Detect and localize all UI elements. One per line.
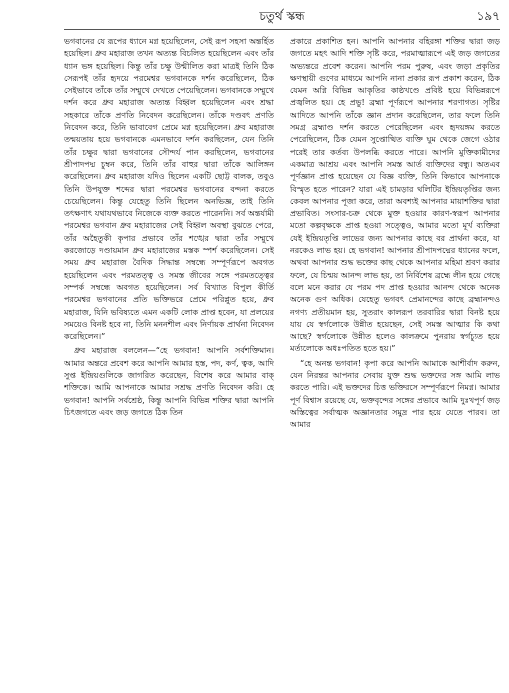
left-column	[64, 36, 274, 688]
right-column	[290, 36, 500, 688]
header-rule	[64, 29, 500, 30]
right-paragraph-1: প্রকারে প্রকাশিত হন। আপনি আপনার বহিরঙ্গা শক্তির দ্বারা জড় জগতে মহৎ আদি শক্তি সৃষ্টি করে, পরমাত্মারূপে এই জড় জগতের অভ্যন্তরে প্রবেশ করেন। আপনি পরম পুরুষ, এবং জড়া প্রকৃতির ক্ষণস্থায়ী গুণের মাধ্যমে আপনি নানা প্রকার রূপ প্রকাশ করেন, ঠিক যেমন অগ্নি বিভিন্ন আকৃতির কাষ্ঠখণ্ডে প্রবিষ্ট হয়ে বিভিন্নরূপে প্রজ্বলিত হয়। হে প্রভু! ব্রহ্মা পূর্ণরূপে আপনার শরণাগত। সৃষ্টির আদিতে আপনি তাঁকে জ্ঞান প্রদান করেছিলেন, তার ফলে তিনি সমগ্র ব্রহ্মাণ্ড দর্শন করতে পেরেছিলেন এবং হৃদয়ঙ্গম করতে পেরেছিলেন, ঠিক যেমন সুপ্তোত্থিত ব্যক্তি ঘুম থেকে জেগে ওঠার পরেই তার কর্তব্য উপলব্ধি করতে পারে। আপনি মুক্তিকামীদের একমাত্র আশ্রয় এবং আপনি সমস্ত আর্ত ব্যক্তিদের বন্ধু। অতএব পূর্ণজ্ঞান প্রাপ্ত হয়েছেন যে বিজ্ঞ ব্যক্তি, তিনি কিভাবে আপনাকে বিস্মৃত হতে পারেন? যারা এই চামড়ার থলিটির ইন্দ্রিয়তৃপ্তির জন্য কেবল আপনার পূজা করে, তারা অবশ্যই আপনার মায়াশক্তির দ্বারা প্রভাবিত। সংসার-চক্র থেকে মুক্ত হওয়ার কারণ-স্বরূপ আপনার মতো কল্পবৃক্ষকে প্রাপ্ত হওয়া সত্ত্বেও, আমার মতো মূর্খ ব্যক্তিরা যেই ইন্দ্রিয়তৃপ্তি লাভের জন্য আপনার কাছে বর প্রার্থনা করে, যা নরকেও লাভ হয়। হে ভগবান! আপনার শ্রীপাদপদ্মের ধ্যানের ফলে, অথবা আপনার শুদ্ধ ভক্তের কাছ থেকে আপনার মহিমা শ্রবণ করার ফলে, যে চিন্ময় আনন্দ লাভ হয়, তা নির্বিশেষ ব্রহ্মে লীন হয়ে গেছে বলে মনে করার যে পরম পদ প্রাপ্ত হওয়ার আনন্দ থেকে অনেক অনেক গুণ অধিক। যেহেতু ভগবৎ প্রেমানন্দের কাছে ব্রহ্মানন্দও নগণ্য প্রতীয়মান হয়, সুতরাং কালরূপ তরবারির দ্বারা বিনষ্ট হয়ে যায় যে স্বর্গলোকে উন্নীত হয়েছেন, সেই সমস্ত আত্মার কি কথা আছে? স্বর্গলোকে উন্নীত হলেও কালক্রমে পুনরায় স্বর্গচ্যুত হয়ে মর্ত্যলোকে অধঃপতিত হতে হয়।”	[290, 37, 500, 354]
right-paragraph-2: “হে অনন্ত ভগবান! কৃপা করে আপনি আমাকে আশীর্বাদ করুন, যেন নিরন্তর আপনার সেবায় যুক্ত শুদ্ধ ভক্তদের সঙ্গ আমি লাভ করতে পারি। এই ভক্তদের চিত্ত ভক্তিরসে সম্পূর্ণরূপে নিমগ্ন। আমার পূর্ণ বিশ্বাস রয়েছে যে, ভক্তবৃন্দের সঙ্গের প্রভাবে আমি দুঃখপূর্ণ জড় অস্তিত্বের সর্বাত্মক অজ্ঞানতার সমুদ্র পার হয়ে যেতে পারব। তা আমার	[290, 358, 500, 430]
left-paragraph-2: ধ্রুব মহারাজ বললেন—“হে ভগবান! আপনি সর্বশক্তিমান। আমার অন্তরে প্রবেশ করে আপনি আমার হস্ত, পদ, কর্ণ, ত্বক, আদি সুপ্ত ইন্দ্রিয়গুলিকে জাগরিত করেছেন, বিশেষ করে আমার বাক্‌ শক্তিকে। আমি আপনাকে আমার সশ্রদ্ধ প্রণতি নিবেদন করি। হে ভগবান! আপনি সর্বশ্রেষ্ঠ, কিন্তু আপনি বিভিন্ন শক্তির দ্বারা আপনি চিৎজগতে এবং জড় জগতে ঠিক তিন	[64, 346, 274, 417]
left-paragraph-1: ভগবানের যে রূপের ধ্যানে মগ্ন হয়েছিলেন, সেই রূপ সহসা অন্তর্হিত হয়েছিল। ধ্রুব মহারাজ তখন অত্যন্ত বিচলিত হয়েছিলেন এবং তাঁর ধ্যান ভঙ্গ হয়েছিল। কিন্তু তাঁর চক্ষু উন্মীলিত করা মাত্রই তিনি ঠিক সেরূপই তাঁর হৃদয়ে পরমেশ্বর ভগবানকে দর্শন করেছিলেন, ঠিক সেইভাবে তাঁকে তাঁর সম্মুখে দেখতে পেয়েছিলেন। ভগবানকে সম্মুখে দর্শন করে ধ্রুব মহারাজ অত্যন্ত বিহ্বল হয়েছিলেন এবং শ্রদ্ধা সহকারে তাঁকে প্রণতি নিবেদন করেছিলেন। তাঁকে দণ্ডবৎ প্রণতি নিবেদন করে, তিনি ভাবাবেগ প্রেমে মগ্ন হয়েছিলেন। ধ্রুব মহারাজ তন্ময়তায় হয়ে ভগবানকে এমনভাবে দর্শন করছিলেন, যেন তিনি তাঁর চক্ষুর দ্বারা ভগবানের সৌন্দর্য পান করছিলেন, ভগবানের শ্রীপাদপদ্ম চুম্বন করে, তিনি তাঁর বাহুর দ্বারা তাঁকে আলিঙ্গন করেছিলেন। ধ্রুব মহারাজ যদিও ছিলেন একটি ছোট্ট বালক, তবুও তিনি উপযুক্ত শব্দের দ্বারা পরমেশ্বর ভগবানের বন্দনা করতে চেয়েছিলেন। কিন্তু যেহেতু তিনি ছিলেন অনভিজ্ঞ, তাই তিনি তৎক্ষণাৎ যথাযথভাবে নিজেকে ব্যক্ত করতে পারেননি। সর্ব অন্তর্যামী পরমেশ্বর ভগবান ধ্রুব মহারাজের সেই বিহ্বল অবস্থা বুঝতে পেরে, তাঁর অহৈতুকী কৃপার প্রভাবে তাঁর শঙ্খের দ্বারা তাঁর সম্মুখে করজোড়ে দণ্ডায়মান ধ্রুব মহারাজের মস্তক স্পর্শ করেছিলেন। সেই সময় ধ্রুব মহারাজ বৈদিক সিদ্ধান্ত সম্বন্ধে সম্পূর্ণরূপে অবগত হয়েছিলেন এবং পরমতত্ত্ব ও সমস্ত জীবের সঙ্গে পরমতত্ত্বের সম্পর্ক সম্বন্ধে অবগত হয়েছিলেন। সর্ব বিখ্যাত বিপুল কীর্তি পরমেশ্বর ভগবানের প্রতি ভক্তিভরে প্রেমে পরিপ্লুত হয়ে, ধ্রুব মহারাজ, যিনি ভবিষ্যতে এমন একটি লোক প্রাপ্ত হবেন, যা প্রলয়ের সময়েও বিনষ্ট হবে না, তিনি মননশীল এবং নির্ণায়ক প্রার্থনা নিবেদন করেছিলেন।”	[64, 37, 274, 342]
page-number: ১৯৭	[476, 9, 500, 23]
chapter-title: চতুর্থ স্কন্ধ	[259, 9, 305, 23]
running-header	[64, 4, 500, 28]
